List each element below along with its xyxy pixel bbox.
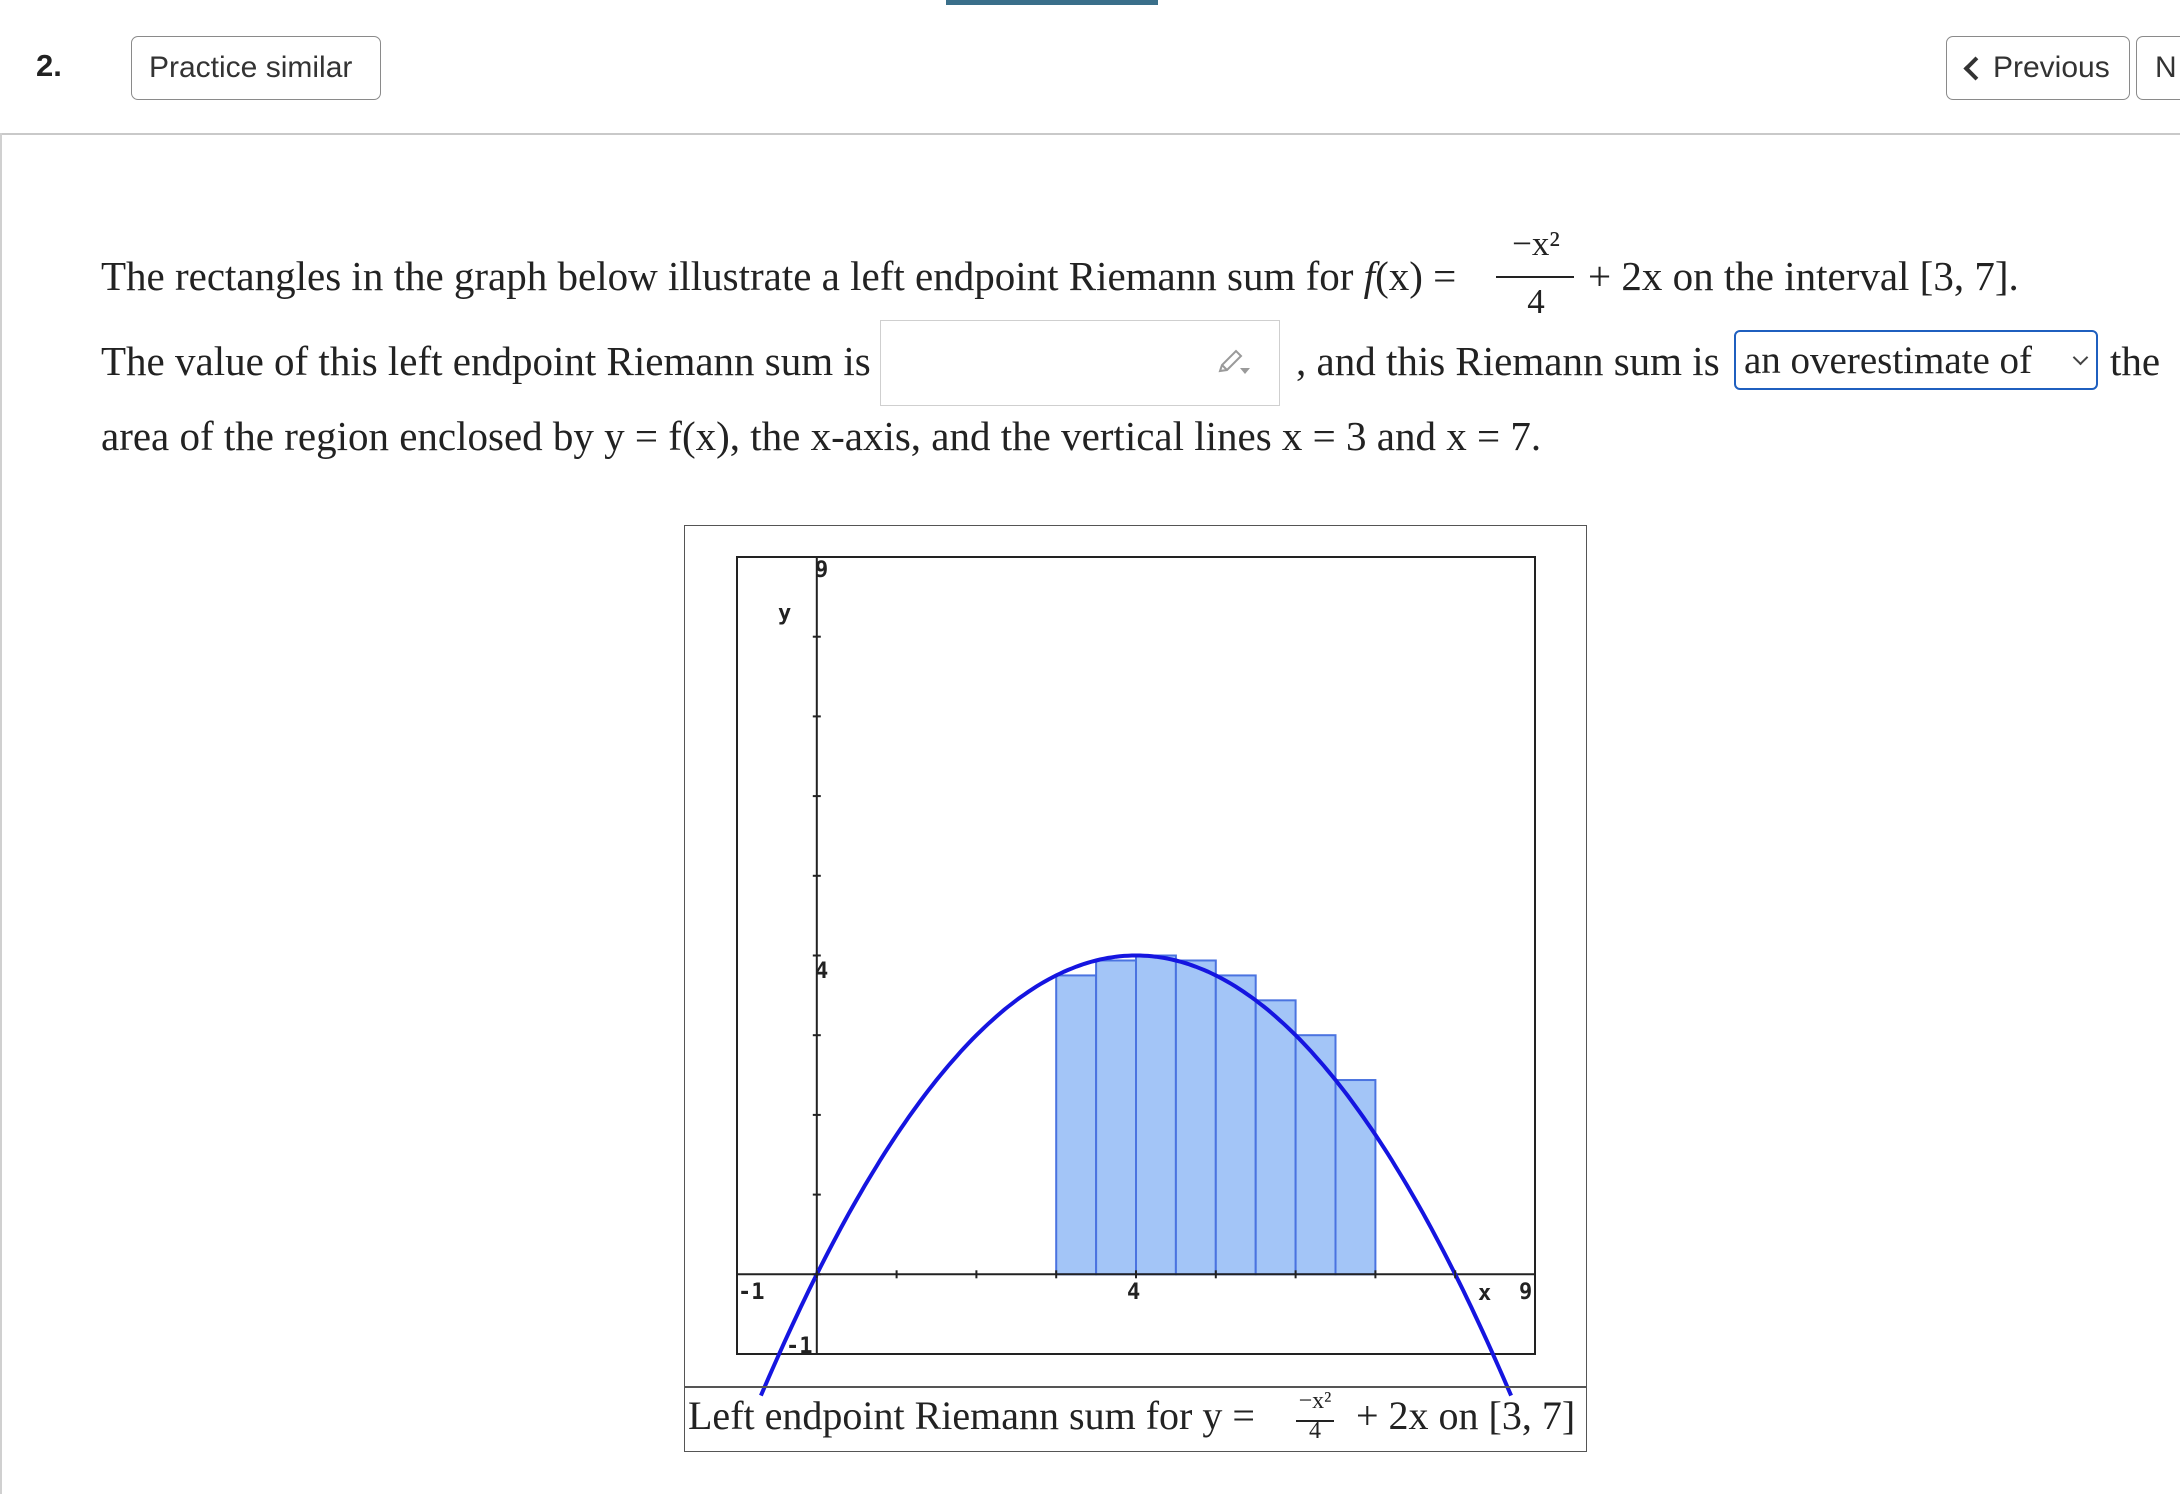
y-tick-label-min: -1 — [786, 1334, 813, 1359]
graph-caption: Left endpoint Riemann sum for y = — [688, 1393, 1255, 1438]
y-axis-label: y — [778, 601, 792, 626]
function-argument: (x) = — [1375, 253, 1457, 299]
question-interval-text: + 2x on the interval [3, 7]. — [1588, 253, 2019, 299]
question-text-intro: The rectangles in the graph below illustrate a left endpoint Riemann sum for — [101, 253, 1364, 299]
y-tick-label-max: 9 — [815, 558, 829, 583]
function-name: f — [1363, 253, 1376, 299]
caption-interval: + 2x on [3, 7] — [1356, 1393, 1576, 1438]
riemann-rectangle — [1056, 975, 1096, 1274]
question-number: 2. — [36, 48, 62, 83]
previous-label: Previous — [1993, 51, 2110, 84]
next-label: N — [2155, 51, 2177, 84]
question-line-2: The value of this left endpoint Riemann sum is — [101, 338, 871, 384]
riemann-rectangle — [1096, 960, 1136, 1274]
question-line-3: area of the region enclosed by y = f(x), the x-axis, and the vertical lines x = 3 and x = 7. — [101, 413, 1542, 459]
caption-fraction-numerator: −x² — [1298, 1388, 1332, 1414]
caption-fraction-denominator: 4 — [1309, 1418, 1321, 1444]
fraction-denominator: 4 — [1527, 282, 1545, 321]
estimate-type-value: an overestimate of — [1744, 338, 2033, 382]
x-tick-label-max: 9 — [1519, 1280, 1533, 1305]
question-line-2-mid: , and this Riemann sum is — [1296, 338, 1720, 384]
riemann-rectangle — [1256, 1000, 1296, 1274]
x-tick-label-min: -1 — [738, 1280, 765, 1305]
caption-divider — [684, 1386, 1587, 1388]
question-line-2-end: the — [2110, 338, 2161, 384]
x-axis-label: x — [1478, 1281, 1492, 1306]
x-tick-label-mid: 4 — [1127, 1280, 1141, 1305]
practice-similar-label: Practice similar — [149, 51, 353, 84]
riemann-rectangle — [1136, 956, 1176, 1275]
riemann-rectangle — [1216, 975, 1256, 1274]
fraction-numerator: −x² — [1512, 224, 1560, 263]
y-tick-label-mid: 4 — [815, 959, 829, 984]
riemann-rectangle — [1176, 960, 1216, 1274]
